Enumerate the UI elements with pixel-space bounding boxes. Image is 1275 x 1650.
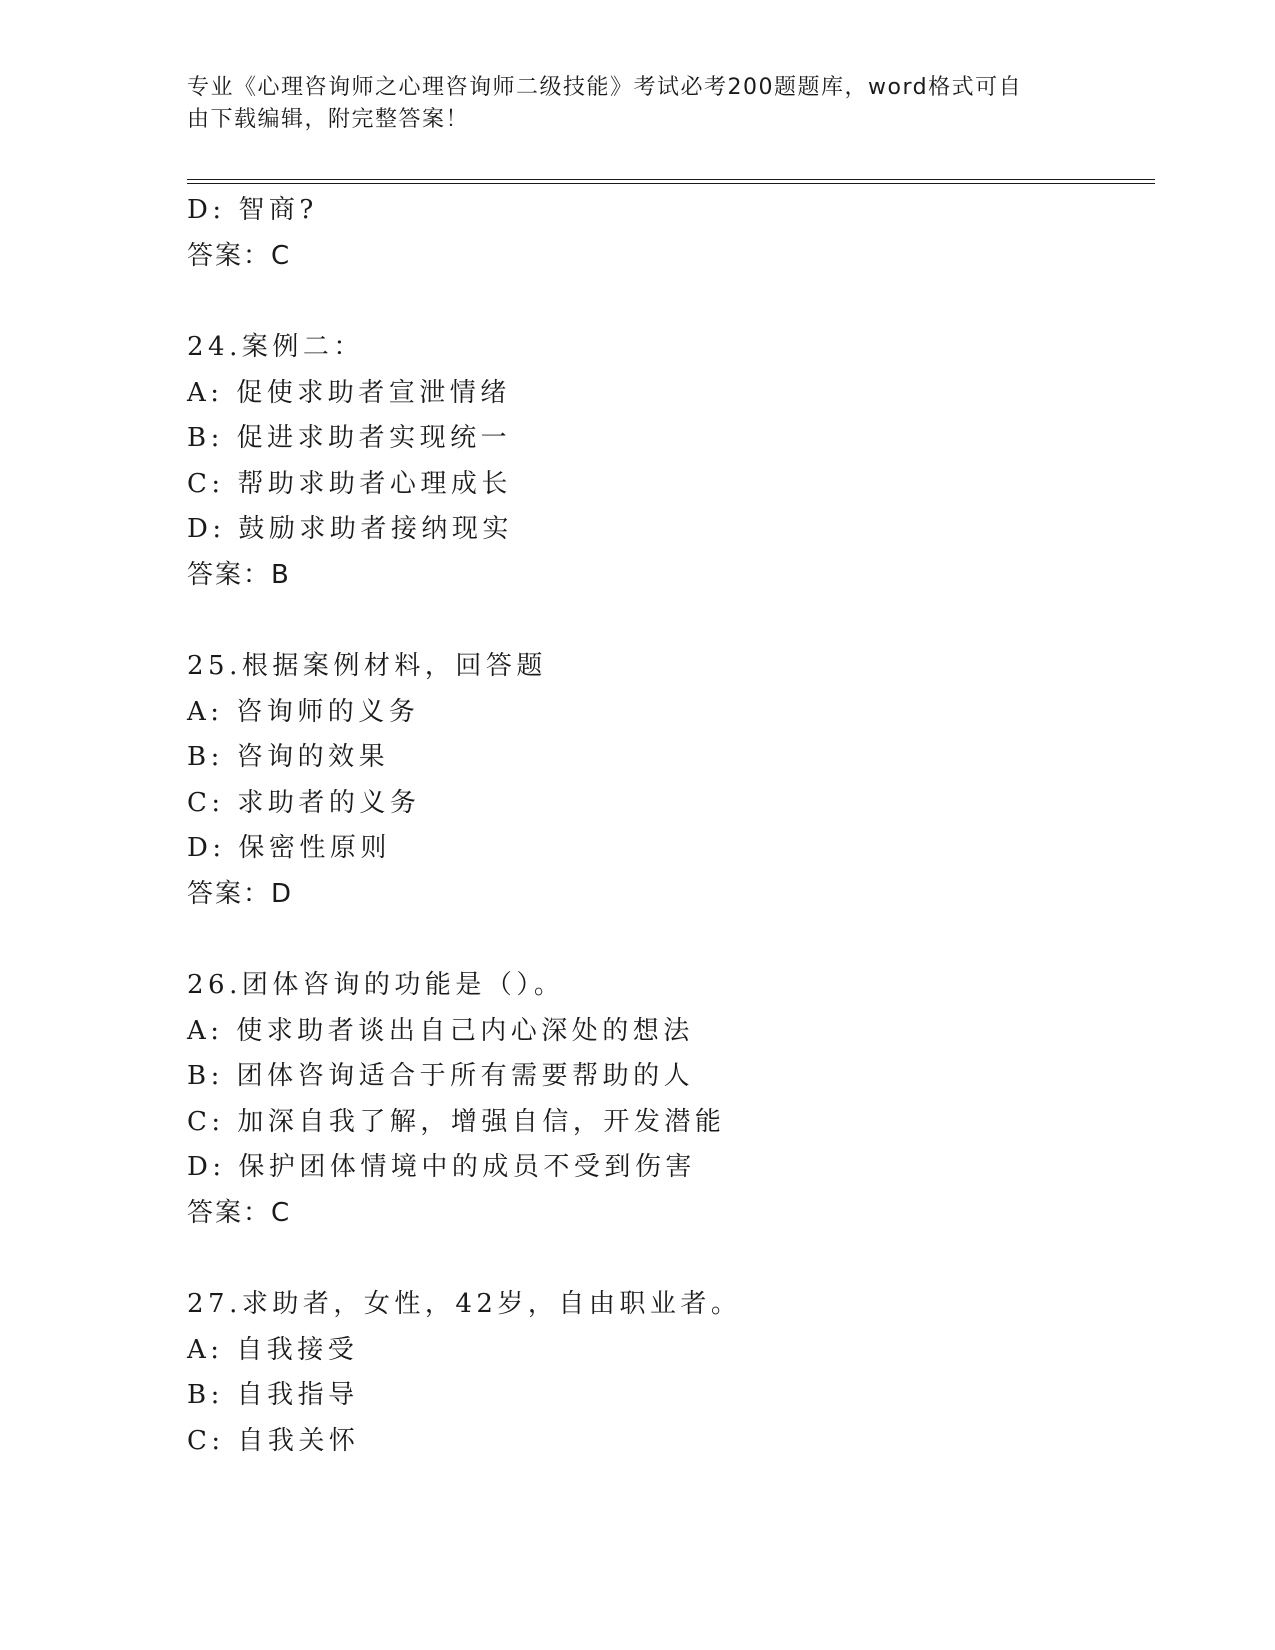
header-divider-bottom <box>187 183 1155 184</box>
question-stem: 24.案例二： <box>187 332 364 362</box>
spacer <box>187 917 1155 963</box>
header-line-2: 由下载编辑，附完整答案！ <box>187 107 470 132</box>
spacer <box>187 279 1155 325</box>
option-c: C: 自我关怀 <box>187 1425 360 1456</box>
option-a: A: 促使求助者宣泄情绪 <box>187 377 511 408</box>
spacer <box>187 598 1155 644</box>
answer-line: 答案：C <box>187 240 292 271</box>
option-b: B: 促进求助者实现统一 <box>187 423 512 453</box>
answer-line: 答案：D <box>187 878 294 909</box>
question-25 <box>187 644 1155 917</box>
document-header <box>187 72 1067 136</box>
header-line-1: 专业《心理咨询师之心理咨询师二级技能》考试必考200题题库，word格式可自 <box>187 75 1023 100</box>
question-27 <box>187 1282 1155 1464</box>
option-d: D: 鼓励求助者接纳现实 <box>187 514 513 544</box>
question-stem: 26.团体咨询的功能是（）。 <box>187 970 565 1000</box>
option-a: A: 咨询师的义务 <box>187 696 420 727</box>
question-stem: 25.根据案例材料，回答题 <box>187 651 547 681</box>
option-b: B: 咨询的效果 <box>187 742 390 772</box>
answer-line: 答案：C <box>187 1197 292 1228</box>
header-divider-top <box>187 179 1155 180</box>
option-b: B: 团体咨询适合于所有需要帮助的人 <box>187 1061 695 1091</box>
option-b: B: 自我指导 <box>187 1380 359 1410</box>
question-stem: 27.求助者，女性，42岁，自由职业者。 <box>187 1289 742 1319</box>
option-c: C: 加深自我了解，增强自信，开发潜能 <box>187 1106 726 1137</box>
option-d: D: 保密性原则 <box>187 833 391 863</box>
option-a: A: 自我接受 <box>187 1334 359 1365</box>
question-list <box>187 188 1155 1464</box>
answer-line: 答案：B <box>187 559 291 590</box>
spacer <box>187 1236 1155 1282</box>
option-d: D: 保护团体情境中的成员不受到伤害 <box>187 1152 696 1182</box>
question-24 <box>187 325 1155 598</box>
option-a: A: 使求助者谈出自己内心深处的想法 <box>187 1015 694 1046</box>
option-c: C: 帮助求助者心理成长 <box>187 468 512 499</box>
option-c: C: 求助者的义务 <box>187 787 421 818</box>
option-d: D: 智商? <box>187 195 318 225</box>
question-26 <box>187 963 1155 1236</box>
